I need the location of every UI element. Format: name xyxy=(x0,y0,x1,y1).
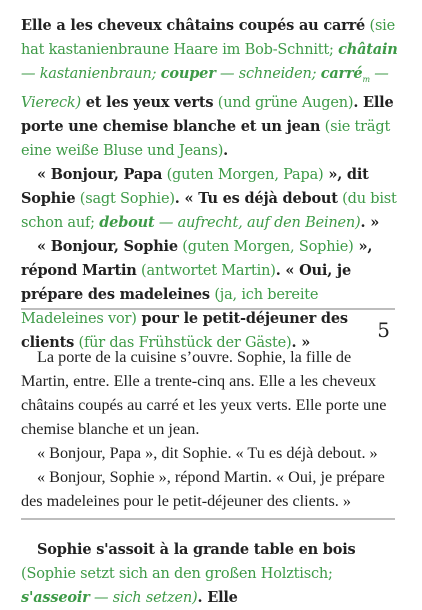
german-translation: (für das Frühstück der Gäste) xyxy=(74,335,292,351)
french-text: . « Tu es déjà debout xyxy=(174,190,338,207)
bilingual-paragraph xyxy=(21,14,398,163)
german-translation: (sagt Sophie) xyxy=(75,191,175,207)
vocab-term: debout xyxy=(99,214,155,231)
french-text: . » xyxy=(291,334,311,351)
vocab-gloss: — schneiden; xyxy=(215,66,321,82)
vocab-gloss: — sich setzen) xyxy=(89,590,198,606)
german-translation: (und grüne Augen) xyxy=(213,95,354,111)
french-text: « Bonjour, Sophie xyxy=(37,238,178,255)
bilingual-paragraph xyxy=(21,235,398,355)
french-text: . Elle porte une chemise blanche et un jean xyxy=(21,94,394,135)
french-text: pour le petit-déjeuner des clients xyxy=(21,310,348,351)
vocab-term: couper xyxy=(160,65,216,82)
bilingual-section-bottom xyxy=(21,538,398,610)
vocab-term: carré xyxy=(320,65,363,82)
german-translation: (Sophie setzt sich an den großen Holztisch; xyxy=(21,566,333,582)
bilingual-paragraph xyxy=(21,538,398,610)
chapter-number: 5 xyxy=(377,318,390,342)
vocab-term: s'asseoir xyxy=(21,589,90,606)
french-text: et les yeux verts xyxy=(80,94,214,111)
german-translation: (du bist schon auf; xyxy=(21,191,397,231)
french-paragraph: La porte de la cuisine s’ouvre. Sophie, la fille de Martin, entre. Elle a trente-cinq ans. Elle a les cheveux châtains coupés au carré et les yeux verts. Elle porte une chemise blanche et un jean. xyxy=(21,348,387,438)
french-text: Sophie s'assoit à la grande table en bois xyxy=(37,541,356,558)
vocab-gloss: — aufrecht, auf den Beinen) xyxy=(154,215,361,231)
french-paragraph: « Bonjour, Papa », dit Sophie. « Tu es déjà debout. » xyxy=(37,444,378,462)
french-text: . » xyxy=(360,214,380,231)
french-paragraph: « Bonjour, Sophie », répond Martin. « Oui, je prépare des madeleines pour le petit-déjeuner des clients. » xyxy=(21,468,385,510)
german-translation: (antwortet Martin) xyxy=(136,263,276,279)
section-divider xyxy=(21,308,395,310)
vocab-gloss: — kastanienbraun; xyxy=(21,66,161,82)
french-text: », dit Sophie xyxy=(21,166,369,207)
french-section xyxy=(21,345,398,513)
french-text: . Elle xyxy=(197,589,238,606)
vocab-gloss: — Viereck) xyxy=(21,66,389,111)
german-translation: (guten Morgen, Sophie) xyxy=(177,239,354,255)
french-text: », répond Martin xyxy=(21,238,373,279)
french-text: Elle a les cheveux châtains coupés au carré xyxy=(21,17,366,34)
section-divider xyxy=(21,518,395,520)
vocab-term: châtain xyxy=(338,41,398,58)
bilingual-section-top xyxy=(21,14,398,355)
french-text: . « Oui, je prépare des madeleines xyxy=(21,262,351,303)
german-translation: (sie trägt eine weiße Bluse und Jeans) xyxy=(21,119,391,159)
french-text: . xyxy=(223,142,229,159)
german-translation: (ja, ich bereite Madeleines vor) xyxy=(21,287,319,327)
german-translation: (guten Morgen, Papa) xyxy=(162,167,324,183)
bilingual-paragraph xyxy=(21,163,398,235)
gender-marker: m xyxy=(362,75,370,84)
french-text: « Bonjour, Papa xyxy=(37,166,163,183)
german-translation: (sie hat kastanienbraune Haare im Bob-Schnitt; xyxy=(21,18,396,58)
